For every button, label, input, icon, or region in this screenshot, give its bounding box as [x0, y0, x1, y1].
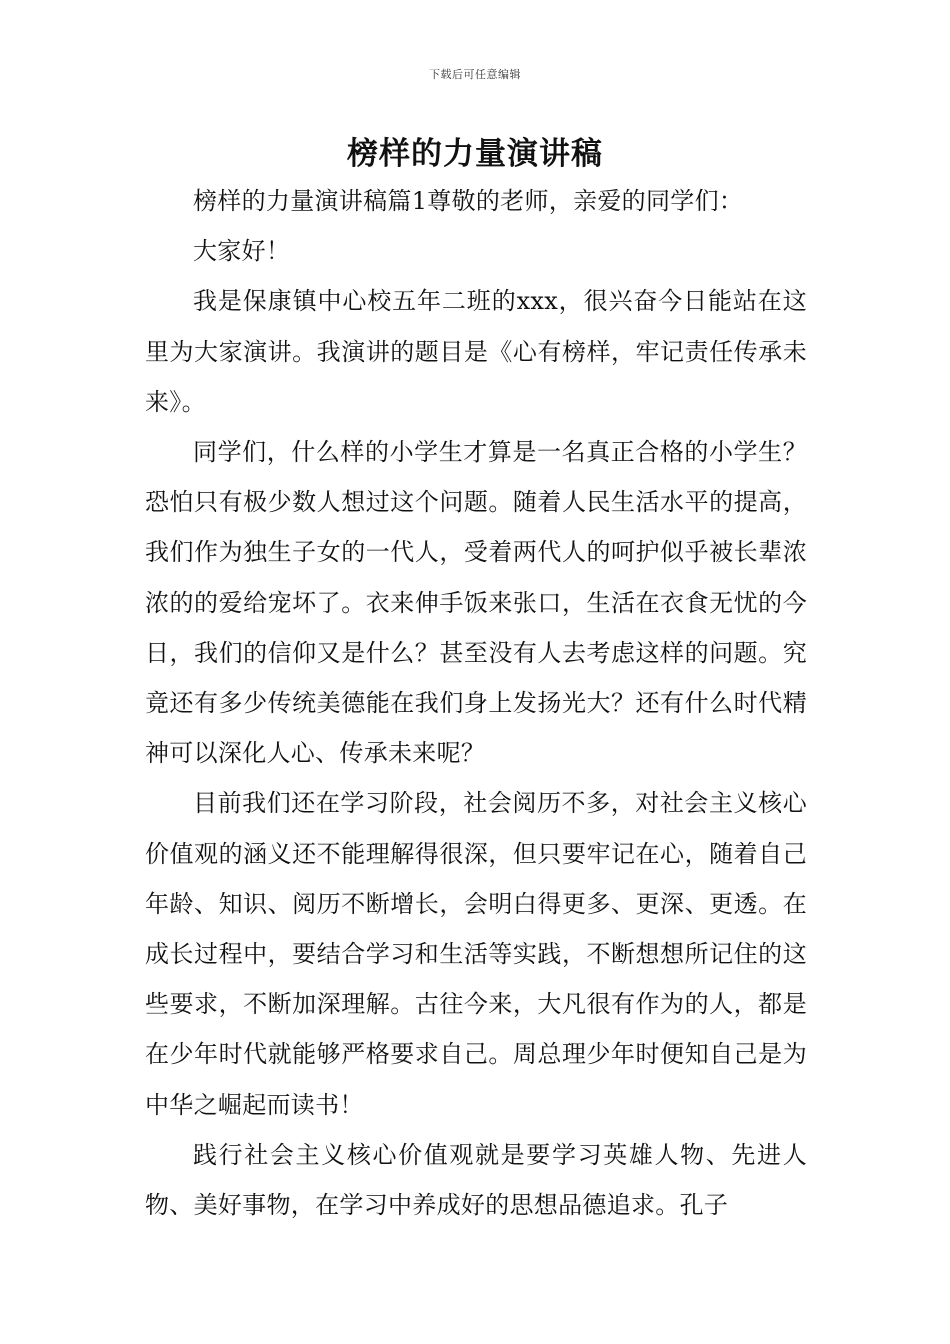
document-body	[145, 176, 807, 1230]
paragraph-introduction: 我是保康镇中心校五年二班的xxx，很兴奋今日能站在这里为大家演讲。我演讲的题目是《心有榜样，牢记责任传承未来》。	[145, 287, 807, 416]
paragraph-greeting: 大家好！	[193, 237, 291, 266]
paragraph-practice: 践行社会主义核心价值观就是要学习英雄人物、先进人物、美好事物，在学习中养成好的思想品德追求。孔子	[145, 1140, 807, 1220]
paragraph-question: 同学们，什么样的小学生才算是一名真正合格的小学生？恐怕只有极少数人想过这个问题。随着人民生活水平的提高，我们作为独生子女的一代人，受着两代人的呵护似乎被长辈浓浓的的爱给宠坏了。衣来伸手饭来张口，生活在衣食无忧的今日，我们的信仰又是什么？甚至没有人去考虑这样的问题。究竟还有多少传统美德能在我们身上发扬光大？还有什么时代精神可以深化人心、传承未来呢？	[145, 438, 807, 768]
document-title: 榜样的力量演讲稿	[347, 136, 603, 172]
paragraph-learning-stage: 目前我们还在学习阶段，社会阅历不多，对社会主义核心价值观的涵义还不能理解得很深，但只要牢记在心，随着自己年龄、知识、阅历不断增长，会明白得更多、更深、更透。在成长过程中，要结合学习和生活等实践，不断想想所记住的这些要求，不断加深理解。古往今来，大凡很有作为的人，都是在少年时代就能够严格要求自己。周总理少年时便知自己是为中华之崛起而读书！	[145, 789, 807, 1119]
paragraph-salutation: 榜样的力量演讲稿篇1尊敬的老师，亲爱的同学们：	[193, 187, 744, 215]
header-note: 下载后可任意编辑	[429, 68, 521, 81]
